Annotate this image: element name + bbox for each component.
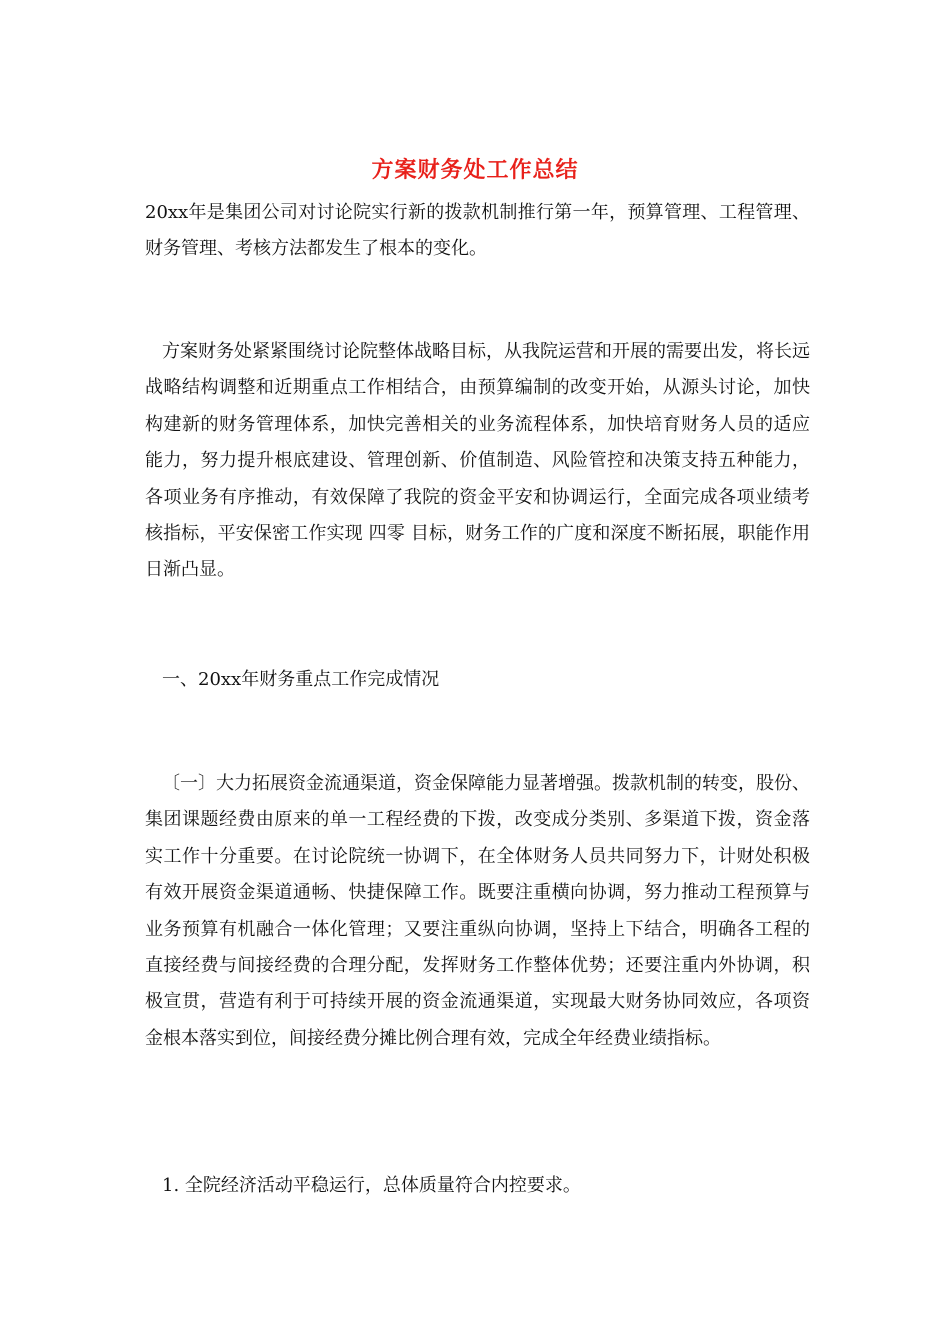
intro-paragraph: 20xx年是集团公司对讨论院实行新的拨款机制推行第一年，预算管理、工程管理、财务管理、考核方法都发生了根本的变化。 <box>145 202 810 260</box>
list-item-paragraph: 1. 全院经济活动平稳运行，总体质量符合内控要求。 <box>162 1175 581 1196</box>
document-title: 方案财务处工作总结 <box>371 157 579 183</box>
subsection-paragraph: 〔一〕大力拓展资金流通渠道，资金保障能力显著增强。拨款机制的转变，股份、集团课题经费由原来的单一工程经费的下拨，改变成分类别、多渠道下拨，资金落实工作十分重要。在讨论院统一协调下，在全体财务人员共同努力下，计财处积极有效开展资金渠道通畅、快捷保障工作。既要注重横向协调，努力推动工程预算与业务预算有机融合一体化管理；又要注重纵向协调，坚持上下结合，明确各工程的直接经费与间接经费的合理分配，发挥财务工作整体优势；还要注重内外协调，积极宣贯，营造有利于可持续开展的资金流通渠道，实现最大财务协同效应，各项资金根本落实到位，间接经费分摊比例合理有效，完成全年经费业绩指标。 <box>145 773 810 1049</box>
overview-paragraph: 方案财务处紧紧围绕讨论院整体战略目标，从我院运营和开展的需要出发，将长远战略结构调整和近期重点工作相结合，由预算编制的改变开始，从源头讨论，加快构建新的财务管理体系，加快完善相关的业务流程体系，加快培育财务人员的适应能力，努力提升根底建设、管理创新、价值制造、风险管控和决策支持五种能力，各项业务有序推动，有效保障了我院的资金平安和协调运行，全面完成各项业绩考核指标，平安保密工作实现 四零 目标，财务工作的广度和深度不断拓展，职能作用日渐凸显。 <box>145 341 810 581</box>
section-heading: 一、20xx年财务重点工作完成情况 <box>162 669 440 690</box>
